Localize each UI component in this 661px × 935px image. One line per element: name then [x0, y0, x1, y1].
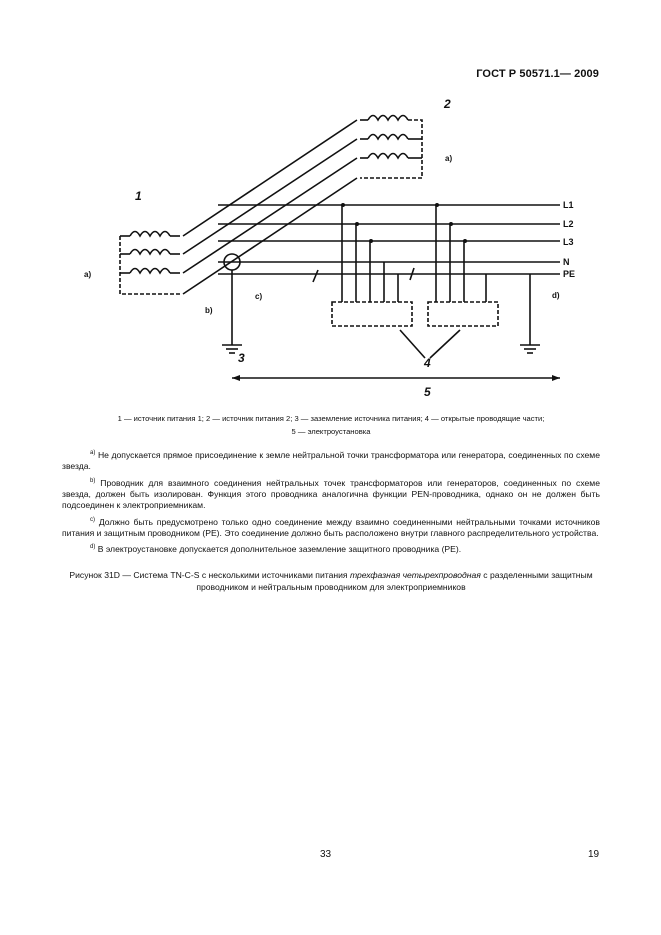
mark-a-right: a): [445, 154, 453, 163]
tn-c-s-diagram: [0, 0, 661, 400]
footnotes: [62, 448, 600, 559]
callout-1: 1: [135, 189, 142, 203]
page-number-center: 33: [320, 849, 332, 860]
note-a: $^{a)}$ Не допускается прямое присоединение к земле нейтральной точки трансформатора или генератора, соединенных по схеме звезда.: [62, 449, 600, 472]
callout-4: 4: [424, 356, 431, 370]
bus-label-pe: PE: [563, 269, 576, 279]
figure-legend: [62, 412, 600, 438]
mark-a-left: a): [84, 270, 92, 279]
callout-3: 3: [238, 351, 245, 365]
callout-5: 5: [424, 385, 431, 399]
bus-label-l3: L3: [563, 237, 574, 247]
legend-line-2: 5 — электроустановка: [291, 427, 371, 436]
bus-label-n: N: [563, 257, 570, 267]
bus-label-l2: L2: [563, 219, 574, 229]
mark-b: b): [205, 306, 213, 315]
note-d: $^{d)}$ В электроустановке допускается дополнительное заземление защитного проводника (PE).: [90, 544, 462, 555]
legend-line-1: 1 — источник питания 1; 2 — источник питания 2; 3 — заземление источника питания; 4 — открытые проводящие части;: [117, 414, 545, 423]
note-c: $^{c)}$ Должно быть предусмотрено только одно соединение между взаимно соединенными нейтральными точками источников питания и защитным проводником (PE). Это соединение должно быть расположено внутри главного распределительного устройства.: [62, 516, 600, 539]
page-number-right: 19: [588, 849, 600, 860]
mark-c: c): [255, 292, 263, 301]
standard-header: ГОСТ Р 50571.1— 2009: [476, 68, 599, 80]
bus-label-l1: L1: [563, 200, 574, 210]
figure-caption: Рисунок 31D — Система TN-C-S с несколькими источниками питания трехфазная четырехпроводная с разделенными защитным проводником и нейтральным проводником для электроприемников: [69, 570, 593, 592]
note-b: $^{b)}$ Проводник для взаимного соединения нейтральных точек трансформаторов или генераторов, соединенных по схеме звезда, должен быть изолирован. Функция этого проводника аналогична функции PEN-проводника, однако он не должен быть подсоединен к электроприемникам.: [62, 477, 600, 511]
callout-2: 2: [444, 97, 451, 111]
mark-d: d): [552, 291, 560, 300]
